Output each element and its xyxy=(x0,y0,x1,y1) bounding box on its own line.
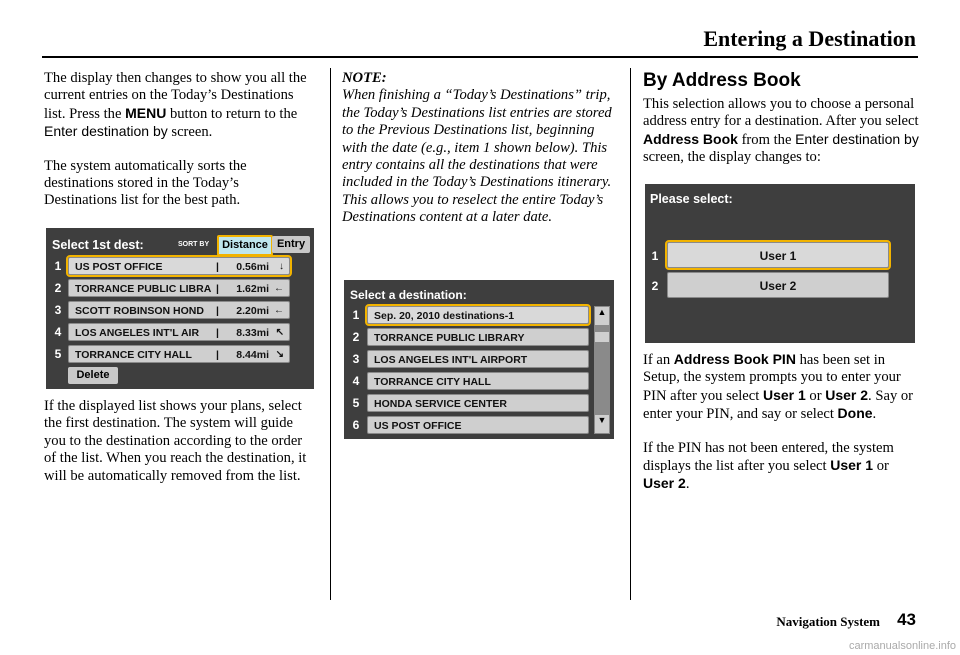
row-number: 2 xyxy=(54,281,62,295)
paragraph-no-pin: If the PIN has not been entered, the system displays the list after you select User 1 or User 2. xyxy=(643,439,894,493)
paragraph-pin: If an Address Book PIN has been set in Setup, the system prompts you to enter your PIN after you select User 1 or User 2. Say or enter your PIN, and say or select Done. xyxy=(643,351,914,423)
destination-distance: 1.62mi xyxy=(236,283,269,295)
row-separator: | xyxy=(216,327,219,339)
column-divider-2 xyxy=(630,68,631,600)
note-text: When finishing a “Today’s Destinations” trip, the Today’s Destinations list entries are stored to the Previous Destinations list, beginning with the date (e.g., item 1 shown below). This entry contains all the destinations that were included in the Today’s Destinations itinerary. This allows you to reselect the entire Today’s Destinations content at a later date. xyxy=(342,87,612,226)
screen-title: Select 1st dest: xyxy=(52,238,144,252)
column-2 xyxy=(342,70,617,227)
column-1-bottom xyxy=(44,398,316,501)
menu-term: MENU xyxy=(125,104,167,121)
row-separator: | xyxy=(216,349,219,361)
direction-arrow-icon: ← xyxy=(274,283,284,294)
row-separator: | xyxy=(216,305,219,317)
column-3 xyxy=(643,70,919,183)
select-first-dest-screen xyxy=(46,228,314,389)
please-select-screen xyxy=(645,184,915,343)
column-1 xyxy=(44,70,312,226)
tab-distance[interactable]: Distance xyxy=(217,235,273,256)
paragraph-1: The display then changes to show you all the current entries on the Today’s Destinations list. Press the MENU button to return to the Enter destination by screen. xyxy=(44,70,307,141)
destination-row[interactable] xyxy=(68,279,290,297)
user-button[interactable]: User 2 xyxy=(667,272,889,298)
destination-name: TORRANCE PUBLIC LIBRA xyxy=(75,283,212,295)
direction-arrow-icon: ← xyxy=(274,305,284,316)
destination-row[interactable] xyxy=(68,323,290,341)
scrollbar[interactable] xyxy=(594,306,610,434)
destination-row[interactable]: LOS ANGELES INT'L AIRPORT xyxy=(367,350,589,368)
sort-by-label: SORT BY xyxy=(178,241,210,248)
scroll-down-icon[interactable]: ▼ xyxy=(595,415,609,433)
watermark: carmanualsonline.info xyxy=(848,640,956,652)
delete-button[interactable]: Delete xyxy=(68,367,118,384)
column-3-bottom xyxy=(643,351,919,510)
enter-destination-term: Enter destination by xyxy=(44,123,168,140)
paragraph-3: If the displayed list shows your plans, select the first destination. The system will guide you to the destination according to the order of the list. When you reach the destination, it will be automatically removed from the list. xyxy=(44,398,307,484)
direction-arrow-icon: ↓ xyxy=(279,261,284,272)
row-number: 1 xyxy=(651,249,659,263)
row-number: 4 xyxy=(54,325,62,339)
destination-distance: 0.56mi xyxy=(236,261,269,273)
row-number: 5 xyxy=(54,347,62,361)
destination-row[interactable]: HONDA SERVICE CENTER xyxy=(367,394,589,412)
paragraph-intro: This selection allows you to choose a personal address entry for a destination. After you select Address Book from the Enter destination by screen, the display changes to: xyxy=(643,96,919,166)
paragraph-2: The system automatically sorts the destinations stored in the Today’s Destinations list for the best path. xyxy=(44,157,247,209)
row-number: 6 xyxy=(352,418,360,432)
row-number: 1 xyxy=(54,259,62,273)
row-number: 5 xyxy=(352,396,360,410)
row-number: 2 xyxy=(352,330,360,344)
scroll-up-icon[interactable]: ▲ xyxy=(595,307,609,325)
footer-section: Navigation System xyxy=(776,614,880,629)
destination-row[interactable]: TORRANCE CITY HALL xyxy=(367,372,589,390)
row-separator: | xyxy=(216,261,219,273)
destination-distance: 8.33mi xyxy=(236,327,269,339)
tab-entry[interactable]: Entry xyxy=(272,236,310,253)
page-number: 43 xyxy=(897,610,916,629)
header-rule xyxy=(42,56,918,58)
destination-distance: 8.44mi xyxy=(236,349,269,361)
destination-name: LOS ANGELES INT'L AIR xyxy=(75,327,200,339)
destination-row[interactable]: Sep. 20, 2010 destinations-1 xyxy=(367,306,589,324)
row-number: 4 xyxy=(352,374,360,388)
destination-row[interactable] xyxy=(68,301,290,319)
note-label: NOTE: xyxy=(342,70,387,86)
direction-arrow-icon: ↘ xyxy=(275,349,284,360)
destination-row[interactable] xyxy=(68,257,290,275)
destination-row[interactable]: US POST OFFICE xyxy=(367,416,589,434)
row-separator: | xyxy=(216,283,219,295)
select-destination-screen xyxy=(344,280,614,439)
scroll-thumb[interactable] xyxy=(595,332,609,342)
column-divider-1 xyxy=(330,68,331,600)
destination-name: SCOTT ROBINSON HOND xyxy=(75,305,204,317)
destination-name: TORRANCE CITY HALL xyxy=(75,349,192,361)
destination-name: US POST OFFICE xyxy=(75,261,163,273)
user-button[interactable]: User 1 xyxy=(667,242,889,268)
page-header-title: Entering a Destination xyxy=(703,26,916,51)
row-number: 1 xyxy=(352,308,360,322)
screen-title: Please select: xyxy=(650,192,733,206)
row-number: 3 xyxy=(54,303,62,317)
destination-distance: 2.20mi xyxy=(236,305,269,317)
screen-title: Select a destination: xyxy=(350,288,467,302)
section-heading: By Address Book xyxy=(643,70,801,91)
destination-row[interactable]: TORRANCE PUBLIC LIBRARY xyxy=(367,328,589,346)
row-number: 2 xyxy=(651,279,659,293)
row-number: 3 xyxy=(352,352,360,366)
direction-arrow-icon: ↖ xyxy=(275,327,284,338)
destination-row[interactable] xyxy=(68,345,290,363)
